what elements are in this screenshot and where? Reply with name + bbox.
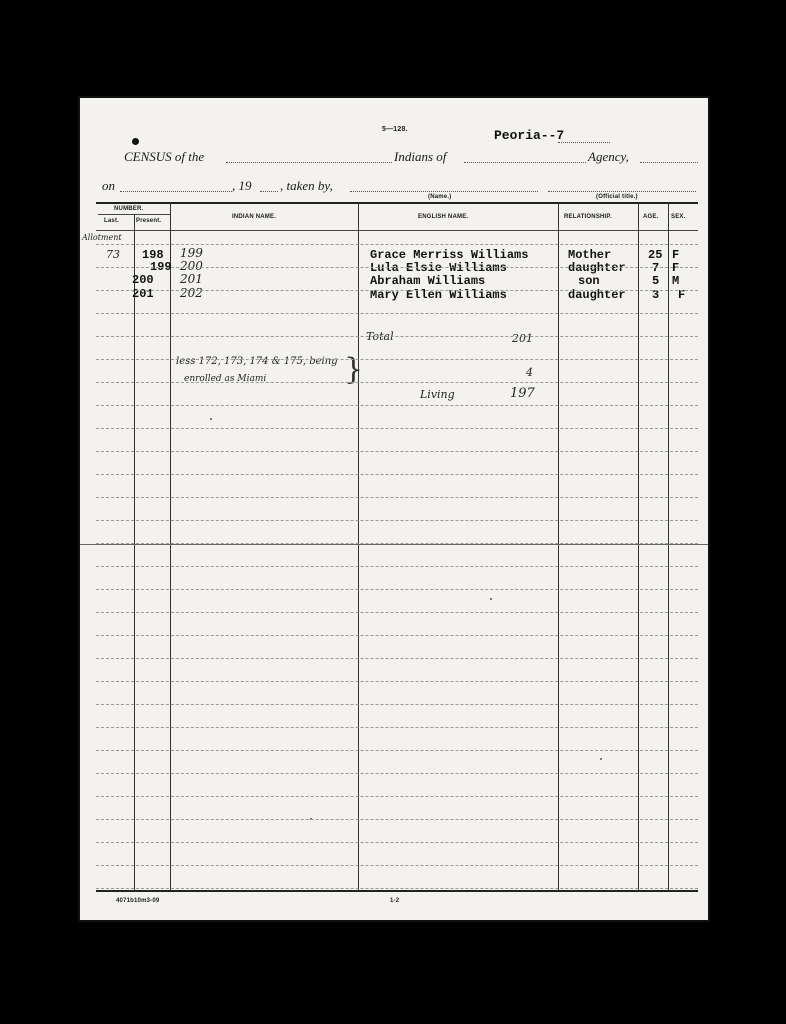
row4-age: 3 — [652, 288, 660, 302]
row2-english-name: Lula Elsie Williams — [370, 261, 507, 275]
note-brace: } — [344, 352, 364, 387]
row2-sex: F — [672, 261, 680, 275]
number-header: NUMBER. — [114, 206, 144, 212]
row-ruling — [96, 336, 698, 337]
col-divider-english — [558, 202, 559, 890]
row-ruling — [96, 842, 698, 843]
name-caption: (Name.) — [428, 194, 452, 200]
print-code: 4071b10m3-09 — [116, 898, 160, 904]
row-ruling — [96, 474, 698, 475]
col-divider-age — [668, 202, 669, 890]
row3-indian-name: 201 — [180, 272, 203, 286]
row2-indian-name: 200 — [180, 259, 203, 273]
row2-age: 7 — [652, 261, 660, 275]
row3-english-name: Abraham Williams — [370, 274, 486, 288]
note-line-1: less 172, 173, 174 & 175, being — [176, 356, 338, 367]
allotment-note: Allotment — [82, 233, 122, 242]
row-ruling — [96, 727, 698, 728]
row-ruling — [96, 773, 698, 774]
col-divider-relationship — [638, 202, 639, 890]
row-ruling — [96, 520, 698, 521]
row-ruling — [96, 819, 698, 820]
row1-english-name: Grace Merriss Williams — [370, 248, 529, 262]
total-label: Total — [366, 330, 394, 343]
paper-speck — [600, 758, 602, 760]
row-ruling — [96, 635, 698, 636]
age-header: AGE. — [643, 214, 659, 220]
row2-relationship: daughter — [568, 261, 626, 275]
present-header: Present. — [136, 218, 162, 224]
year-label: , 19 — [232, 178, 252, 193]
table-top-rule — [96, 202, 698, 204]
row-ruling — [96, 589, 698, 590]
table-bottom-rule — [96, 890, 698, 892]
row-ruling — [96, 313, 698, 314]
last-header: Last. — [104, 218, 120, 224]
row-ruling — [96, 267, 698, 268]
english-name-header: ENGLISH NAME. — [418, 214, 469, 220]
row-ruling — [96, 428, 698, 429]
row1-age: 25 — [648, 248, 663, 262]
row3-age: 5 — [652, 274, 660, 288]
agency-line — [640, 162, 698, 163]
agency-label: Agency, — [588, 149, 629, 164]
row3-sex: M — [672, 274, 680, 288]
sex-header: SEX. — [671, 214, 686, 220]
row1-sex: F — [672, 248, 680, 262]
total-value: 201 — [512, 332, 533, 345]
form-number: 5—128. — [382, 126, 408, 133]
row-ruling — [96, 888, 698, 889]
row3-relationship: son — [578, 274, 600, 288]
row4-present: 201 — [132, 287, 154, 301]
census-sheet — [78, 96, 710, 922]
header-bottom-rule — [96, 230, 698, 231]
row-ruling — [96, 681, 698, 682]
row-ruling — [96, 405, 698, 406]
title-line — [548, 191, 696, 192]
row1-relationship: Mother — [568, 248, 612, 262]
paper-speck — [490, 598, 492, 600]
row-ruling — [96, 612, 698, 613]
row-ruling — [96, 865, 698, 866]
row4-indian-name: 202 — [180, 286, 203, 300]
page-number: 1-2 — [390, 898, 400, 904]
paper-speck — [210, 418, 212, 420]
row1-last: 73 — [106, 248, 120, 261]
row4-sex: F — [678, 288, 686, 302]
row-ruling — [96, 750, 698, 751]
relationship-header: RELATIONSHIP. — [564, 214, 612, 220]
date-line — [120, 191, 232, 192]
official-title-caption: (Official title.) — [596, 194, 638, 200]
row1-present: 198 — [142, 248, 164, 262]
row-ruling — [96, 244, 698, 245]
row-ruling — [96, 658, 698, 659]
row-ruling — [96, 796, 698, 797]
row1-indian-name: 199 — [180, 246, 203, 260]
indians-of-label: Indians of — [394, 149, 447, 164]
living-label: Living — [420, 388, 455, 401]
fold-line — [80, 544, 708, 545]
census-line — [226, 162, 392, 163]
note-line-2: enrolled as Miami — [184, 374, 267, 384]
row-ruling — [96, 290, 698, 291]
row3-present: 200 — [132, 273, 154, 287]
row-ruling — [96, 451, 698, 452]
indians-of-line — [464, 162, 586, 163]
row4-english-name: Mary Ellen Williams — [370, 288, 507, 302]
row-ruling — [96, 359, 698, 360]
taken-by-label: , taken by, — [280, 178, 333, 193]
on-label: on — [102, 178, 115, 193]
row-ruling — [96, 497, 698, 498]
year-line — [260, 191, 278, 192]
ink-blot — [132, 138, 139, 145]
name-line — [350, 191, 538, 192]
tribe-title: Peoria--7 — [494, 128, 565, 143]
indian-name-header: INDIAN NAME. — [232, 214, 277, 220]
col-divider-present — [170, 202, 171, 890]
minus-value: 4 — [526, 366, 533, 379]
living-value: 197 — [510, 386, 535, 401]
row-ruling — [96, 704, 698, 705]
row4-relationship: daughter — [568, 288, 626, 302]
col-divider-last — [134, 214, 135, 890]
row2-present: 199 — [150, 260, 172, 274]
census-label: CENSUS of the — [124, 149, 205, 164]
row-ruling — [96, 566, 698, 567]
col-divider-indian — [358, 202, 359, 890]
tribe-line — [558, 142, 610, 143]
row-ruling — [96, 382, 698, 383]
